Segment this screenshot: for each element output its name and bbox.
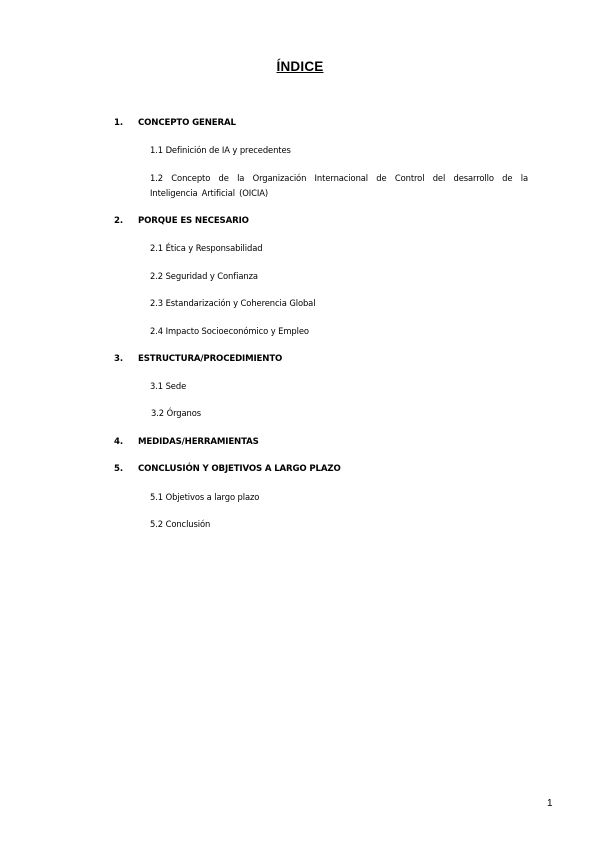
toc-item-1-2: 1.2 Concepto de la Organización Internacional de Control del desarrollo de la Inteligencia Artificial (OICIA) — [150, 173, 528, 198]
toc-item-3-1: 3.1 Sede — [150, 381, 187, 391]
page-number: 1 — [547, 798, 553, 809]
toc-item-2-1: 2.1 Ética y Responsabilidad — [150, 243, 263, 253]
section-number: 1. — [114, 118, 123, 128]
toc-item-5-1: 5.1 Objetivos a largo plazo — [150, 492, 260, 502]
toc-item-2-2: 2.2 Seguridad y Confianza — [150, 271, 258, 281]
section-label: CONCLUSIÓN Y OBJETIVOS A LARGO PLAZO — [138, 464, 341, 474]
section-number: 3. — [114, 354, 123, 364]
section-number: 2. — [114, 216, 123, 226]
section-label: CONCEPTO GENERAL — [138, 118, 236, 128]
section-label: PORQUE ES NECESARIO — [138, 216, 249, 226]
section-label: ESTRUCTURA/PROCEDIMIENTO — [138, 354, 283, 364]
toc-item-3-2: 3.2 Órganos — [151, 408, 202, 418]
toc-item-5-2: 5.2 Conclusión — [150, 519, 211, 529]
toc-item-2-3: 2.3 Estandarización y Coherencia Global — [150, 298, 316, 308]
section-label: MEDIDAS/HERRAMIENTAS — [138, 437, 259, 447]
page-title: ÍNDICE — [276, 59, 324, 74]
toc-item-2-4: 2.4 Impacto Socioeconómico y Empleo — [150, 326, 309, 336]
toc-item-1-1: 1.1 Definición de IA y precedentes — [150, 145, 291, 155]
section-number: 5. — [114, 464, 123, 474]
section-number: 4. — [114, 437, 123, 447]
